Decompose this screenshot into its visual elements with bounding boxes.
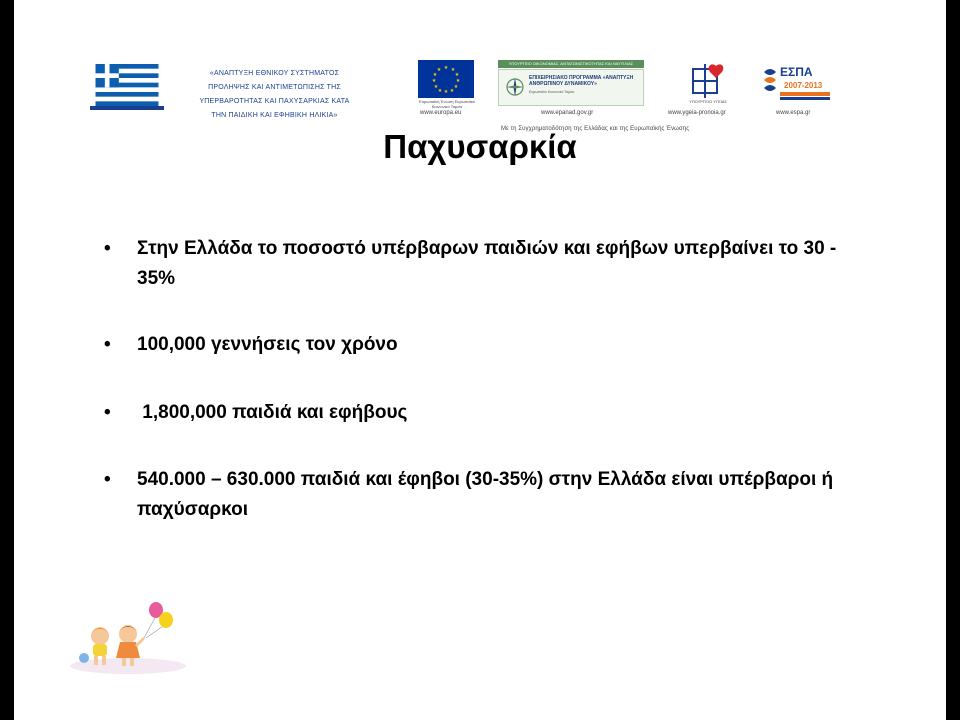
svg-text:★: ★ xyxy=(436,67,442,73)
espa-label: ΕΣΠΑ xyxy=(780,65,813,79)
compass-emblem-icon xyxy=(505,76,525,98)
health-caption: ΥΠΟΥΡΓΕΙΟ ΥΓΕΙΑΣ xyxy=(689,99,727,104)
eu-flag-icon xyxy=(418,60,474,98)
bullet-text: 540.000 – 630.000 παιδιά και έφηβοι (30-35%) στην Ελλάδα είναι υπέρβαροι ή παχύσαρκοι xyxy=(137,469,834,520)
greek-flag-icon xyxy=(90,64,164,106)
bullet-text: Στην Ελλάδα το ποσοστό υπέρβαρων παιδιών και εφήβων υπερβαίνει το 30 - 35% xyxy=(137,238,837,289)
svg-text:★: ★ xyxy=(431,78,437,84)
bullet-symbol: • xyxy=(104,334,111,355)
health-ministry-icon xyxy=(690,62,726,102)
url-ygeia[interactable]: www.ygeia-pronoia.gr xyxy=(668,110,726,116)
svg-text:★: ★ xyxy=(433,84,439,90)
bullet-symbol: • xyxy=(104,469,111,490)
children-balloons-illustration xyxy=(58,598,198,678)
svg-text:★: ★ xyxy=(432,72,438,78)
cofinancing-note: Με τη Συγχρηματοδότηση της Ελλάδας και της Ευρωπαϊκής Ένωσης xyxy=(501,126,690,132)
op-programme-banner xyxy=(498,60,644,106)
url-europa[interactable]: www.europa.eu xyxy=(420,110,462,116)
eu-caption: Ευρωπαϊκή Ένωση Ευρωπαϊκό Κοινωνικό Ταμείο xyxy=(419,99,475,109)
url-espa[interactable]: www.espa.gr xyxy=(776,110,811,116)
ministry-strip: ΥΠΟΥΡΓΕΙΟ ΟΙΚΟΝΟΜΙΑΣ, ΑΝΤΑΓΩΝΙΣΤΙΚΟΤΗΤΑΣ ΚΑΙ ΝΑΥΤΙΛΙΑΣ xyxy=(498,60,644,68)
espa-logo-icon xyxy=(762,62,832,104)
bullet-text: 1,800,000 παιδιά και εφήβους xyxy=(137,402,408,423)
svg-text:★: ★ xyxy=(455,78,461,84)
url-epanad[interactable]: www.epanad.gov.gr xyxy=(541,110,594,116)
espa-years: 2007-2013 xyxy=(784,81,823,90)
op-programme-title: ΕΠΙΧΕΙΡΗΣΙΑΚΟ ΠΡΟΓΡΑΜΜΑ «ΑΝΑΠΤΥΞΗ ΑΝΘΡΩΠΙΝΟΥ ΔΥΝΑΜΙΚΟΥ» xyxy=(529,75,634,87)
bullet-text: 100,000 γεννήσεις τον χρόνο xyxy=(137,334,398,355)
svg-text:★: ★ xyxy=(443,65,449,71)
bullet-symbol: • xyxy=(104,238,111,259)
slide-title: Παχυσαρκία xyxy=(383,128,577,165)
svg-text:★: ★ xyxy=(453,84,459,90)
svg-text:★: ★ xyxy=(443,89,449,95)
slide xyxy=(14,0,946,720)
svg-text:★: ★ xyxy=(449,88,455,94)
svg-text:★: ★ xyxy=(450,67,456,73)
svg-text:★: ★ xyxy=(454,72,460,78)
flag-caption-bar xyxy=(90,106,164,110)
op-programme-subtitle: Ευρωπαϊκό Κοινωνικό Ταμείο xyxy=(529,90,575,94)
op-programme-box xyxy=(498,69,644,106)
svg-text:★: ★ xyxy=(437,88,443,94)
bullet-symbol: • xyxy=(104,402,111,423)
program-title: «ΑΝΑΠΤΥΞΗ ΕΘΝΙΚΟΥ ΣΥΣΤΗΜΑΤΟΣ ΠΡΟΛΗΨΗΣ ΚΑΙ ΑΝΤΙΜΕΤΩΠΙΣΗΣ ΤΗΣ ΥΠΕΡΒΑΡΟΤΗΤΑΣ ΚΑΙ ΠΑΧΥΣΑΡΚΙΑΣ ΚΑΤΑ ΤΗΝ ΠΑΙΔΙΚΗ ΚΑΙ ΕΦΗΒΙΚΗ ΗΛΙΚΙΑ» xyxy=(199,70,350,119)
